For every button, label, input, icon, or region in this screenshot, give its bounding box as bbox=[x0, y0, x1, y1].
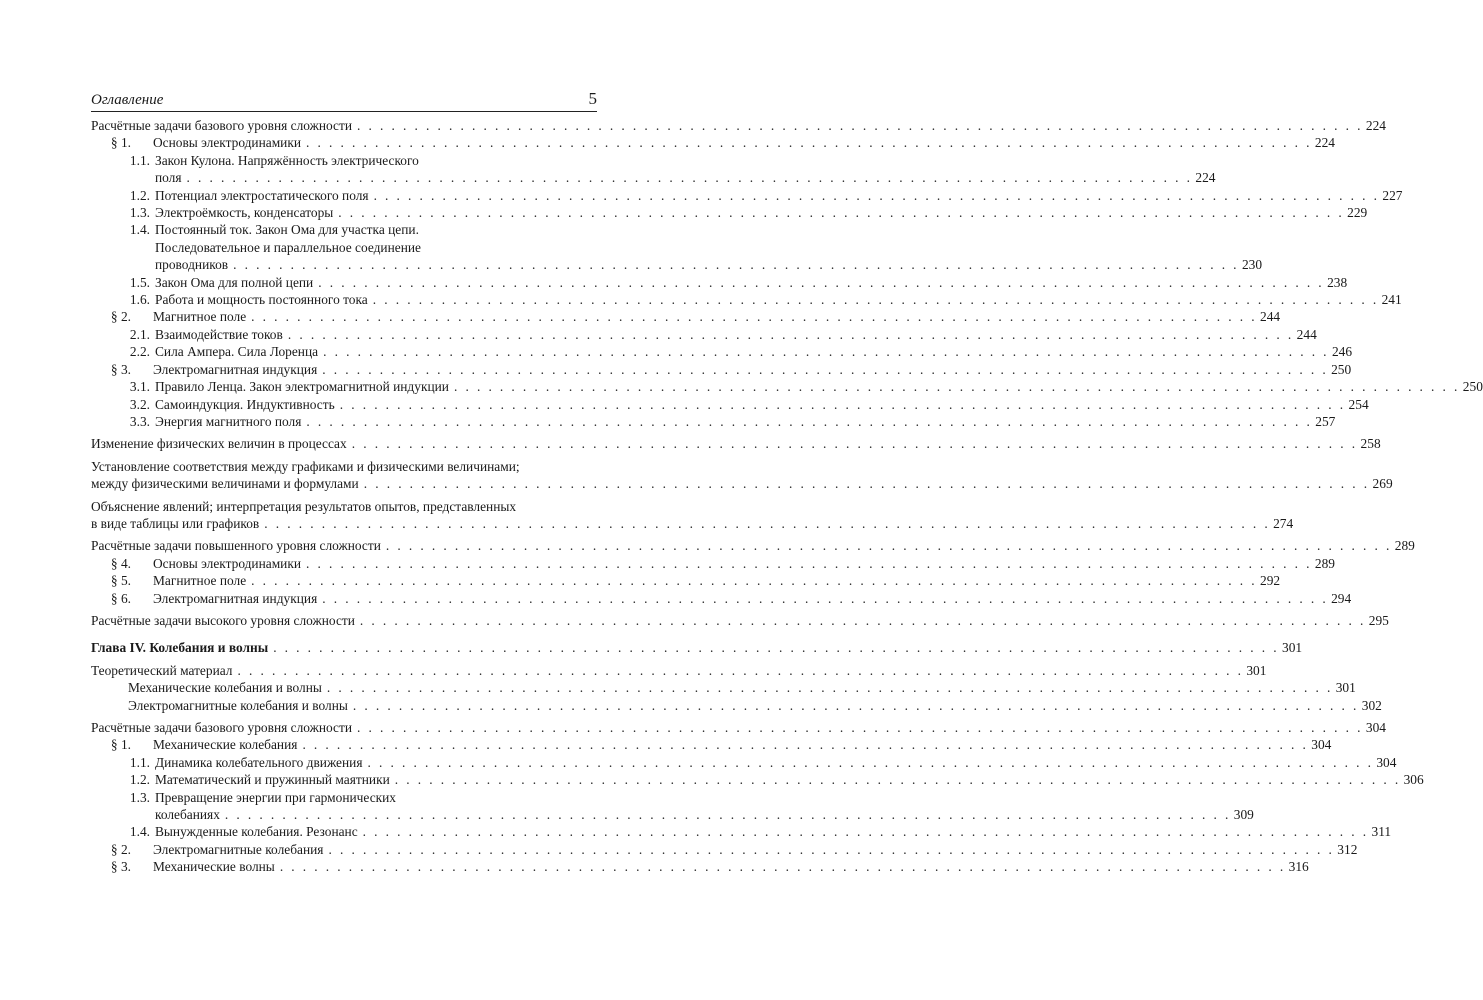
dot-leader: . . . . . . . . . . . . . . . . . . . . . . . . . . . . . . . . . . . . . . . . . . . . . . . . . . . . . . . . . . . . . . . . . . . . . . . . . . . . . . . . . . . . . . . . bbox=[237, 662, 1244, 678]
toc-entry[interactable] bbox=[91, 537, 1415, 554]
toc-page-number: 294 bbox=[1331, 590, 1352, 606]
toc-page-number: 304 bbox=[1311, 737, 1332, 753]
dot-leader: . . . . . . . . . . . . . . . . . . . . . . . . . . . . . . . . . . . . . . . . . . . . . . . . . . . . . . . . . . . . . . . . . . . . . . . . . . . . . . . . . . . . . . . . bbox=[338, 205, 1345, 221]
toc-entry[interactable] bbox=[91, 221, 1263, 273]
toc-entry-title: Расчётные задачи высокого уровня сложности bbox=[91, 612, 355, 628]
toc-page-number: 301 bbox=[1282, 640, 1303, 656]
toc-entry-number: 1.2. bbox=[129, 772, 150, 788]
dot-leader: . . . . . . . . . . . . . . . . . . . . . . . . . . . . . . . . . . . . . . . . . . . . . . . . . . . . . . . . . . . . . . . . . . . . . . . . . . . . . . . . . . . . . . . . bbox=[351, 436, 1358, 452]
toc-entry-number: § 4. bbox=[110, 555, 131, 571]
toc-entry[interactable] bbox=[91, 719, 1386, 736]
dot-leader: . . . . . . . . . . . . . . . . . . . . . . . . . . . . . . . . . . . . . . . . . . . . . . . . . . . . . . . . . . . . . . . . . . . . . . . . . . . . . . . . . . . . . . . . bbox=[306, 555, 1312, 571]
toc-entry-line bbox=[91, 537, 1415, 554]
toc-entry-title: Установление соответствия между графиками и физическими величинами; bbox=[91, 458, 520, 474]
toc-entry-number: 3.3. bbox=[129, 413, 150, 429]
dot-leader: . . . . . . . . . . . . . . . . . . . . . . . . . . . . . . . . . . . . . . . . . . . . . . . . . . . . . . . . . . . . . . . . . . . . . . . . . . . . . . . . . . . . . . . . bbox=[233, 257, 1239, 273]
toc-entry[interactable] bbox=[91, 152, 1216, 187]
toc-entry-number: 1.6. bbox=[129, 292, 150, 308]
toc-entry-title: Механические колебания bbox=[153, 737, 298, 753]
toc-entry[interactable] bbox=[91, 134, 1335, 151]
toc-page-number: 292 bbox=[1260, 573, 1281, 589]
dot-leader: . . . . . . . . . . . . . . . . . . . . . . . . . . . . . . . . . . . . . . . . . . . . . . . . . . . . . . . . . . . . . . . . . . . . . . . . . . . . . . . . . . . . . . . . bbox=[287, 326, 1294, 342]
toc-entry[interactable] bbox=[91, 754, 1397, 771]
toc-entry-number: § 3. bbox=[110, 361, 131, 377]
toc-entry-title: Основы электродинамики bbox=[153, 555, 302, 571]
toc-page-number: 257 bbox=[1315, 413, 1336, 429]
toc-entry-number: 1.4. bbox=[129, 222, 150, 238]
toc-entry-line bbox=[153, 361, 1352, 378]
toc-entry-title: Глава IV. Колебания и волны bbox=[91, 640, 269, 656]
dot-leader: . . . . . . . . . . . . . . . . . . . . . . . . . . . . . . . . . . . . . . . . . . . . . . . . . . . . . . . . . . . . . . . . . . . . . . . . . . . . . . . . . . . . . . . . bbox=[357, 118, 1363, 133]
toc-entry-number: § 2. bbox=[110, 841, 131, 857]
toc-entry-line bbox=[153, 590, 1352, 607]
dot-leader: . . . . . . . . . . . . . . . . . . . . . . . . . . . . . . . . . . . . . . . . . . . . . . . . . . . . . . . . . . . . . . . . . . . . . . . . . . . . . . . . . . . . . . . . bbox=[385, 538, 1392, 554]
toc-entry-number: 1.3. bbox=[129, 789, 150, 805]
toc-entry-title: Последовательное и параллельное соединение bbox=[155, 239, 421, 255]
header-rule bbox=[91, 111, 597, 112]
toc-entry-title: Математический и пружинный маятники bbox=[155, 772, 390, 788]
toc-page-number: 224 bbox=[1195, 170, 1216, 186]
toc-entry-title: Сила Ампера. Сила Лоренца bbox=[155, 344, 319, 360]
toc-entry[interactable] bbox=[91, 572, 1281, 589]
toc-entry-title: Взаимодействие токов bbox=[155, 326, 283, 342]
toc-page-number: 274 bbox=[1273, 515, 1294, 531]
toc-entry-line bbox=[153, 572, 1281, 589]
toc-entry-line bbox=[155, 169, 1216, 186]
toc-entry-number: 1.5. bbox=[129, 274, 150, 290]
toc-entry-number: § 3. bbox=[110, 859, 131, 875]
toc-page-number: 316 bbox=[1288, 859, 1309, 875]
toc-entry-title: Правило Ленца. Закон электромагнитной индукции bbox=[155, 379, 449, 395]
toc-entry-title: Самоиндукция. Индуктивность bbox=[155, 396, 335, 412]
toc-entry-number: 2.1. bbox=[129, 326, 150, 342]
toc-entry-title: Расчётные задачи повышенного уровня сложности bbox=[91, 538, 381, 554]
dot-leader: . . . . . . . . . . . . . . . . . . . . . . . . . . . . . . . . . . . . . . . . . . . . . . . . . . . . . . . . . . . . . . . . . . . . . . . . . . . . . . . . . . . . . . . . bbox=[328, 841, 1335, 857]
toc-entry-line bbox=[155, 256, 1263, 273]
toc-entry[interactable] bbox=[91, 612, 1389, 629]
toc-entry-title: Изменение физических величин в процессах bbox=[91, 436, 347, 452]
toc-entry-title: в виде таблицы или графиков bbox=[91, 515, 260, 531]
toc-entry-title: Механические колебания и волны bbox=[128, 680, 322, 696]
toc-entry[interactable] bbox=[91, 291, 1402, 308]
dot-leader: . . . . . . . . . . . . . . . . . . . . . . . . . . . . . . . . . . . . . . . . . . . . . . . . . . . . . . . . . . . . . . . . . . . . . . . . . . . . . . . . . . . . . . . . bbox=[362, 824, 1369, 840]
toc-entry-number: § 1. bbox=[110, 737, 131, 753]
toc-entry-title: Превращение энергии при гармонических bbox=[155, 789, 396, 805]
toc-page-number: 304 bbox=[1365, 720, 1386, 735]
toc-page-number: 246 bbox=[1331, 344, 1353, 360]
toc-entry-line bbox=[91, 515, 1294, 532]
toc-entry-number: 3.2. bbox=[129, 396, 150, 412]
toc-entry-title: между физическими величинами и формулами bbox=[91, 476, 359, 492]
toc-entry-line bbox=[155, 806, 1254, 823]
toc-page-number: 258 bbox=[1360, 436, 1381, 452]
toc-entry-line bbox=[155, 291, 1402, 308]
dot-leader: . . . . . . . . . . . . . . . . . . . . . . . . . . . . . . . . . . . . . . . . . . . . . . . . . . . . . . . . . . . . . . . . . . . . . . . . . . . . . . . . . . . . . . . . bbox=[453, 379, 1460, 395]
dot-leader: . . . . . . . . . . . . . . . . . . . . . . . . . . . . . . . . . . . . . . . . . . . . . . . . . . . . . . . . . . . . . . . . . . . . . . . . . . . . . . . . . . . . . . . . bbox=[322, 590, 1329, 606]
toc-entry-title: Закон Ома для полной цепи bbox=[155, 274, 314, 290]
toc-entry-line bbox=[91, 498, 597, 515]
toc-entry-line bbox=[91, 719, 1386, 736]
toc-entry-title: Потенциал электростатического поля bbox=[155, 187, 369, 203]
toc-entry-title: Электромагнитные колебания и волны bbox=[128, 697, 348, 713]
toc-entry-title: Теоретический материал bbox=[91, 662, 233, 678]
toc-entry-number: § 1. bbox=[110, 135, 131, 151]
toc-page-number: 304 bbox=[1376, 754, 1397, 770]
toc-page-number: 250 bbox=[1462, 379, 1483, 395]
toc-entry-number: 1.2. bbox=[129, 187, 150, 203]
toc-entry-title: Электромагнитная индукция bbox=[153, 590, 318, 606]
toc-page-number: 238 bbox=[1327, 274, 1348, 290]
toc-entry-title: Магнитное поле bbox=[153, 309, 247, 325]
toc-entry[interactable] bbox=[91, 204, 1368, 221]
toc-entry-line bbox=[153, 841, 1358, 858]
toc-entry-line bbox=[155, 771, 1424, 788]
toc-entry-line bbox=[91, 458, 597, 475]
toc-entry-title: Магнитное поле bbox=[153, 573, 247, 589]
toc-page-number: 295 bbox=[1368, 612, 1389, 628]
toc-entry-title: Объяснение явлений; интерпретация результатов опытов, представленных bbox=[91, 498, 517, 514]
toc-entry-number: § 2. bbox=[110, 309, 131, 325]
dot-leader: . . . . . . . . . . . . . . . . . . . . . . . . . . . . . . . . . . . . . . . . . . . . . . . . . . . . . . . . . . . . . . . . . . . . . . . . . . . . . . . . . . . . . . . . bbox=[359, 612, 1366, 628]
toc-entry-number: 1.4. bbox=[129, 824, 150, 840]
toc-entry-line bbox=[153, 736, 1332, 753]
toc-page-number: 301 bbox=[1335, 680, 1356, 696]
toc-entry[interactable] bbox=[91, 555, 1335, 572]
dot-leader: . . . . . . . . . . . . . . . . . . . . . . . . . . . . . . . . . . . . . . . . . . . . . . . . . . . . . . . . . . . . . . . . . . . . . . . . . . . . . . . . . . . . . . . . bbox=[357, 720, 1363, 735]
toc-page-number: 312 bbox=[1337, 841, 1358, 857]
toc-entry[interactable] bbox=[91, 679, 1356, 696]
toc-entry-line bbox=[155, 239, 597, 256]
toc-entry[interactable] bbox=[91, 858, 1309, 875]
dot-leader: . . . . . . . . . . . . . . . . . . . . . . . . . . . . . . . . . . . . . . . . . . . . . . . . . . . . . . . . . . . . . . . . . . . . . . . . . . . . . . . . . . . . . . . . bbox=[251, 309, 1257, 325]
dot-leader: . . . . . . . . . . . . . . . . . . . . . . . . . . . . . . . . . . . . . . . . . . . . . . . . . . . . . . . . . . . . . . . . . . . . . . . . . . . . . . . . . . . . . . . . bbox=[224, 807, 1231, 823]
toc-entry-title: Электроёмкость, конденсаторы bbox=[155, 205, 334, 221]
toc-entry-line bbox=[155, 204, 1368, 221]
table-of-contents bbox=[91, 117, 1483, 876]
dot-leader: . . . . . . . . . . . . . . . . . . . . . . . . . . . . . . . . . . . . . . . . . . . . . . . . . . . . . . . . . . . . . . . . . . . . . . . . . . . . . . . . . . . . . . . . bbox=[373, 187, 1380, 203]
toc-entry-title: Динамика колебательного движения bbox=[155, 754, 363, 770]
toc-entry-number: § 6. bbox=[110, 590, 131, 606]
toc-entry[interactable] bbox=[91, 789, 1254, 824]
toc-entry[interactable] bbox=[91, 662, 1267, 679]
toc-entry-line bbox=[155, 396, 1369, 413]
toc-entry[interactable] bbox=[91, 308, 1281, 325]
toc-entry-title: Механические волны bbox=[153, 859, 275, 875]
toc-entry-line bbox=[155, 413, 1336, 430]
toc-entry-line bbox=[91, 435, 1381, 452]
toc-entry-number: 1.3. bbox=[129, 205, 150, 221]
toc-entry-title: Работа и мощность постоянного тока bbox=[155, 292, 368, 308]
toc-entry[interactable] bbox=[91, 435, 1381, 452]
dot-leader: . . . . . . . . . . . . . . . . . . . . . . . . . . . . . . . . . . . . . . . . . . . . . . . . . . . . . . . . . . . . . . . . . . . . . . . . . . . . . . . . . . . . . . . . bbox=[273, 640, 1280, 656]
toc-entry-title: Основы электродинамики bbox=[153, 135, 302, 151]
toc-entry[interactable] bbox=[91, 396, 1369, 413]
toc-entry-line bbox=[155, 823, 1392, 840]
toc-entry[interactable] bbox=[91, 736, 1332, 753]
dot-leader: . . . . . . . . . . . . . . . . . . . . . . . . . . . . . . . . . . . . . . . . . . . . . . . . . . . . . . . . . . . . . . . . . . . . . . . . . . . . . . . . . . . . . . . . bbox=[322, 361, 1329, 377]
toc-entry-title: Вынужденные колебания. Резонанс bbox=[155, 824, 358, 840]
toc-entry[interactable] bbox=[91, 274, 1348, 291]
toc-page-number: 230 bbox=[1241, 257, 1263, 273]
toc-entry[interactable] bbox=[91, 361, 1352, 378]
toc-entry-line bbox=[155, 378, 1483, 395]
toc-entry[interactable] bbox=[91, 378, 1483, 395]
toc-page-number: 301 bbox=[1246, 662, 1267, 678]
toc-entry-title: Расчётные задачи базового уровня сложности bbox=[91, 720, 353, 735]
toc-entry-number: 2.2. bbox=[129, 344, 150, 360]
toc-page-number: 250 bbox=[1331, 361, 1352, 377]
toc-page-number: 306 bbox=[1403, 772, 1424, 788]
dot-leader: . . . . . . . . . . . . . . . . . . . . . . . . . . . . . . . . . . . . . . . . . . . . . . . . . . . . . . . . . . . . . . . . . . . . . . . . . . . . . . . . . . . . . . . . bbox=[323, 344, 1329, 360]
toc-entry-title: колебаниях bbox=[155, 807, 220, 823]
toc-entry-line bbox=[128, 679, 1356, 696]
toc-entry-line bbox=[91, 639, 1303, 656]
running-header bbox=[91, 90, 597, 112]
dot-leader: . . . . . . . . . . . . . . . . . . . . . . . . . . . . . . . . . . . . . . . . . . . . . . . . . . . . . . . . . . . . . . . . . . . . . . . . . . . . . . . . . . . . . . . . bbox=[372, 292, 1379, 308]
toc-page-number: 289 bbox=[1314, 555, 1335, 571]
toc-page-number: 269 bbox=[1372, 476, 1393, 492]
toc-entry[interactable] bbox=[91, 326, 1317, 343]
toc-entry-line bbox=[91, 117, 1386, 134]
dot-leader: . . . . . . . . . . . . . . . . . . . . . . . . . . . . . . . . . . . . . . . . . . . . . . . . . . . . . . . . . . . . . . . . . . . . . . . . . . . . . . . . . . . . . . . . bbox=[367, 754, 1374, 770]
toc-entry-title: Энергия магнитного поля bbox=[155, 413, 302, 429]
dot-leader: . . . . . . . . . . . . . . . . . . . . . . . . . . . . . . . . . . . . . . . . . . . . . . . . . . . . . . . . . . . . . . . . . . . . . . . . . . . . . . . . . . . . . . . . bbox=[394, 772, 1401, 788]
toc-entry[interactable] bbox=[91, 343, 1353, 360]
toc-page-number: 289 bbox=[1394, 538, 1415, 554]
toc-entry[interactable] bbox=[91, 823, 1392, 840]
toc-entry-line bbox=[153, 134, 1335, 151]
dot-leader: . . . . . . . . . . . . . . . . . . . . . . . . . . . . . . . . . . . . . . . . . . . . . . . . . . . . . . . . . . . . . . . . . . . . . . . . . . . . . . . . . . . . . . . . bbox=[352, 697, 1359, 713]
page-number: 5 bbox=[588, 89, 597, 108]
header-title: Оглавление bbox=[91, 92, 164, 108]
dot-leader: . . . . . . . . . . . . . . . . . . . . . . . . . . . . . . . . . . . . . . . . . . . . . . . . . . . . . . . . . . . . . . . . . . . . . . . . . . . . . . . . . . . . . . . . bbox=[306, 135, 1312, 151]
toc-page-number: 244 bbox=[1260, 309, 1281, 325]
dot-leader: . . . . . . . . . . . . . . . . . . . . . . . . . . . . . . . . . . . . . . . . . . . . . . . . . . . . . . . . . . . . . . . . . . . . . . . . . . . . . . . . . . . . . . . . bbox=[326, 680, 1333, 696]
dot-leader: . . . . . . . . . . . . . . . . . . . . . . . . . . . . . . . . . . . . . . . . . . . . . . . . . . . . . . . . . . . . . . . . . . . . . . . . . . . . . . . . . . . . . . . . bbox=[306, 413, 1313, 429]
toc-page-number: 227 bbox=[1382, 187, 1403, 203]
toc-page-number: 311 bbox=[1371, 824, 1392, 840]
toc-entry-line bbox=[153, 308, 1281, 325]
dot-leader: . . . . . . . . . . . . . . . . . . . . . . . . . . . . . . . . . . . . . . . . . . . . . . . . . . . . . . . . . . . . . . . . . . . . . . . . . . . . . . . . . . . . . . . . bbox=[363, 476, 1370, 492]
toc-entry[interactable] bbox=[91, 590, 1352, 607]
toc-entry-title: поля bbox=[155, 170, 182, 186]
toc-entry-line bbox=[155, 187, 1403, 204]
toc-entry-line bbox=[155, 326, 1317, 343]
toc-entry[interactable] bbox=[91, 458, 1393, 493]
toc-entry-line bbox=[155, 343, 1353, 360]
toc-page-number: 224 bbox=[1365, 118, 1386, 133]
toc-entry-line bbox=[153, 858, 1309, 875]
toc-entry-number: 1.1. bbox=[129, 152, 150, 168]
toc-entry-line bbox=[153, 555, 1335, 572]
dot-leader: . . . . . . . . . . . . . . . . . . . . . . . . . . . . . . . . . . . . . . . . . . . . . . . . . . . . . . . . . . . . . . . . . . . . . . . . . . . . . . . . . . . . . . . . bbox=[251, 573, 1257, 589]
toc-entry[interactable] bbox=[91, 187, 1403, 204]
toc-entry-line bbox=[91, 662, 1267, 679]
dot-leader: . . . . . . . . . . . . . . . . . . . . . . . . . . . . . . . . . . . . . . . . . . . . . . . . . . . . . . . . . . . . . . . . . . . . . . . . . . . . . . . . . . . . . . . . bbox=[279, 859, 1286, 875]
toc-entry-title: Расчётные задачи базового уровня сложности bbox=[91, 118, 353, 133]
dot-leader: . . . . . . . . . . . . . . . . . . . . . . . . . . . . . . . . . . . . . . . . . . . . . . . . . . . . . . . . . . . . . . . . . . . . . . . . . . . . . . . . . . . . . . . . bbox=[339, 396, 1346, 412]
dot-leader: . . . . . . . . . . . . . . . . . . . . . . . . . . . . . . . . . . . . . . . . . . . . . . . . . . . . . . . . . . . . . . . . . . . . . . . . . . . . . . . . . . . . . . . . bbox=[318, 274, 1325, 290]
toc-entry[interactable] bbox=[91, 697, 1382, 714]
toc-entry-line bbox=[155, 221, 597, 238]
toc-entry-title: Закон Кулона. Напряжённость электрического bbox=[155, 152, 419, 168]
toc-entry-line bbox=[91, 475, 1393, 492]
dot-leader: . . . . . . . . . . . . . . . . . . . . . . . . . . . . . . . . . . . . . . . . . . . . . . . . . . . . . . . . . . . . . . . . . . . . . . . . . . . . . . . . . . . . . . . . bbox=[186, 170, 1193, 186]
toc-entry[interactable] bbox=[91, 413, 1336, 430]
toc-entry-title: Постоянный ток. Закон Ома для участка цепи. bbox=[155, 222, 419, 238]
toc-entry-number: 1.1. bbox=[129, 754, 150, 770]
toc-entry[interactable] bbox=[91, 841, 1358, 858]
toc-page-number: 302 bbox=[1361, 697, 1382, 713]
toc-page-number: 229 bbox=[1347, 205, 1368, 221]
toc-page-number: 244 bbox=[1296, 326, 1317, 342]
toc-entry-number: § 5. bbox=[110, 573, 131, 589]
toc-chapter-entry[interactable] bbox=[91, 639, 1303, 656]
toc-page-number: 224 bbox=[1314, 135, 1335, 151]
toc-page-number: 254 bbox=[1348, 396, 1369, 412]
dot-leader: . . . . . . . . . . . . . . . . . . . . . . . . . . . . . . . . . . . . . . . . . . . . . . . . . . . . . . . . . . . . . . . . . . . . . . . . . . . . . . . . . . . . . . . . bbox=[264, 515, 1271, 531]
toc-entry-number: 3.1. bbox=[129, 379, 150, 395]
toc-entry-line bbox=[128, 697, 1382, 714]
toc-page-number: 241 bbox=[1381, 292, 1402, 308]
toc-entry-title: проводников bbox=[155, 257, 229, 273]
toc-entry[interactable] bbox=[91, 498, 1294, 533]
toc-entry-line bbox=[91, 612, 1389, 629]
dot-leader: . . . . . . . . . . . . . . . . . . . . . . . . . . . . . . . . . . . . . . . . . . . . . . . . . . . . . . . . . . . . . . . . . . . . . . . . . . . . . . . . . . . . . . . . bbox=[302, 737, 1309, 753]
toc-entry-line bbox=[155, 754, 1397, 771]
toc-entry[interactable] bbox=[91, 771, 1424, 788]
toc-entry-title: Электромагнитные колебания bbox=[153, 841, 324, 857]
toc-page-number: 309 bbox=[1233, 807, 1254, 823]
toc-entry-line bbox=[155, 152, 597, 169]
toc-entry-title: Электромагнитная индукция bbox=[153, 361, 318, 377]
toc-entry[interactable] bbox=[91, 117, 1386, 134]
toc-entry-line bbox=[155, 789, 597, 806]
toc-entry-line bbox=[155, 274, 1348, 291]
